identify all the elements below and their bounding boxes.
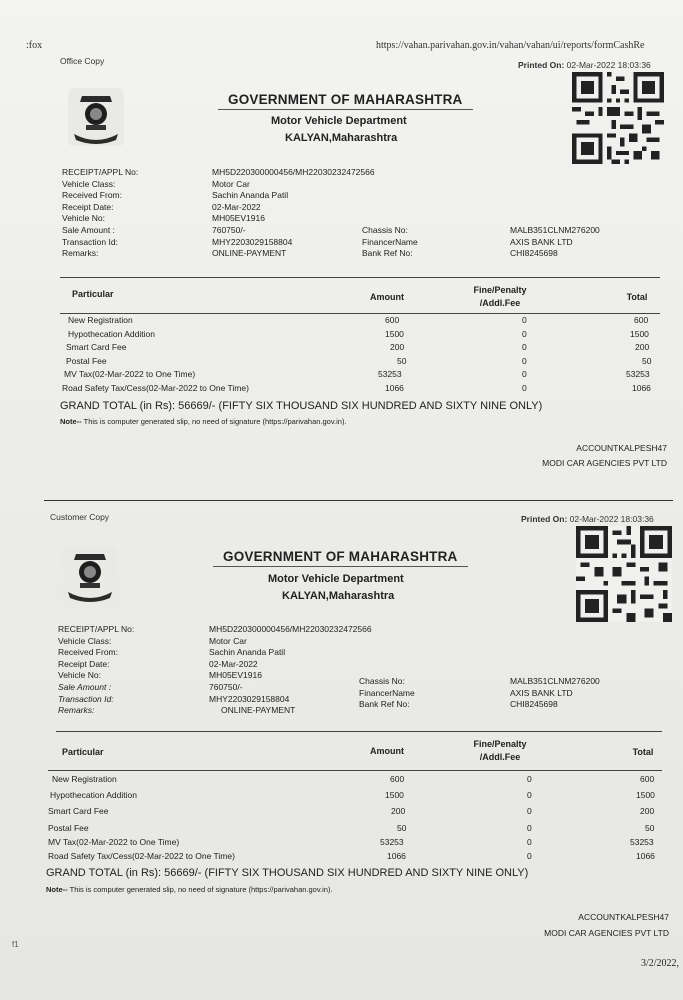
- table-row: Postal Fee 50 0 50: [48, 822, 655, 833]
- printed-on: Printed On: 02-Mar-2022 18:03:36: [521, 514, 654, 524]
- copy-label: Office Copy: [60, 56, 105, 66]
- state-emblem-icon: [68, 88, 124, 146]
- receipt-number: MH5D220300000456/MH22030232472566: [212, 167, 375, 177]
- divider: [56, 731, 662, 732]
- browser-left-text: :fox: [26, 40, 43, 51]
- receipt-number: MH5D220300000456/MH22030232472566: [209, 624, 372, 634]
- receipt-details: RECEIPT/APPL No: MH5D220300000456/MH22030232472566 Vehicle Class: Motor Car Received From: Sachin Ananda Patil Receipt Date: 02-Mar-2022 Vehicle No: MH05EV1916 Sale Amount : 760750/- Transaction Id: MHY2203029158804 Remarks: ONLINE-PAYMENT: [62, 167, 375, 259]
- copy-divider: [44, 500, 673, 501]
- copy-label: Customer Copy: [50, 512, 110, 522]
- table-row: Road Safety Tax/Cess(02-Mar-2022 to One Time) 1066 0 1066: [48, 850, 655, 861]
- fee-table: [0, 774, 683, 865]
- table-row: New Registration 600 0 600: [52, 774, 655, 784]
- table-row: New Registration 600 0 600: [68, 315, 649, 325]
- note-text: Note-- This is computer generated slip, no need of signature (https://parivahan.gov.in).: [46, 885, 333, 894]
- divider: [48, 770, 662, 771]
- signature-agency: MODI CAR AGENCIES PVT LTD: [544, 928, 669, 938]
- col-particular: Particular: [72, 289, 114, 299]
- receipt-details: RECEIPT/APPL No: MH5D220300000456/MH22030232472566 Vehicle Class: Motor Car Received From: Sachin Ananda Patil Receipt Date: 02-Mar-2022 Vehicle No: MH05EV1916 Sale Amount : 760750/- Transaction Id: MHY2203029158804 Remarks: ONLINE-PAYMENT: [58, 624, 372, 716]
- table-row: Road Safety Tax/Cess(02-Mar-2022 to One Time) 1066 0 1066: [62, 382, 651, 393]
- signature-agency: MODI CAR AGENCIES PVT LTD: [542, 458, 667, 468]
- table-row: Smart Card Fee 200 0 200: [48, 806, 655, 817]
- col-fine: Fine/Penalty /Addl.Fee: [473, 739, 527, 762]
- note-text: Note-- This is computer generated slip, no need of signature (https://parivahan.gov.in).: [60, 417, 347, 426]
- state-emblem-icon: [62, 546, 118, 604]
- office-location: KALYAN,Maharashtra: [282, 590, 395, 602]
- grand-total: GRAND TOTAL (in Rs): 56669/- (FIFTY SIX THOUSAND SIX HUNDRED AND SIXTY NINE ONLY): [46, 867, 529, 879]
- table-row: Smart Card Fee 200 0 200: [66, 342, 650, 353]
- office-location: KALYAN,Maharashtra: [285, 132, 398, 144]
- table-row: Hypothecation Addition 1500 0 1500: [50, 790, 655, 801]
- vehicle-finance-details: Chassis No: MALB351CLNM276200 FinancerName AXIS BANK LTD Bank Ref No: CHI8245698: [362, 225, 600, 259]
- qr-code-icon: [572, 72, 664, 164]
- table-row: MV Tax(02-Mar-2022 to One Time) 53253 0 53253: [48, 836, 654, 847]
- col-fine: Fine/Penalty /Addl.Fee: [473, 285, 527, 308]
- divider: [60, 277, 660, 278]
- divider: [60, 313, 660, 314]
- table-row: Hypothecation Addition 1500 0 1500: [68, 328, 649, 339]
- government-title: GOVERNMENT OF MAHARASHTRA: [228, 92, 463, 107]
- signature-account: ACCOUNTKALPESH47: [578, 912, 669, 922]
- signature-account: ACCOUNTKALPESH47: [576, 443, 667, 453]
- page-mark: f1: [12, 940, 19, 949]
- vehicle-finance-details: Chassis No: MALB351CLNM276200 FinancerName AXIS BANK LTD Bank Ref No: CHI8245698: [359, 676, 600, 710]
- qr-code-icon: [576, 526, 672, 622]
- grand-total: GRAND TOTAL (in Rs): 56669/- (FIFTY SIX THOUSAND SIX HUNDRED AND SIXTY NINE ONLY): [60, 400, 543, 412]
- footer-date: 3/2/2022,: [640, 958, 679, 969]
- table-row: Postal Fee 50 0 50: [66, 355, 652, 366]
- fee-table: [0, 315, 683, 397]
- department-name: Motor Vehicle Department: [268, 573, 404, 585]
- government-title: GOVERNMENT OF MAHARASHTRA: [223, 549, 458, 564]
- col-particular: Particular: [62, 747, 104, 757]
- col-amount: Amount: [370, 746, 404, 756]
- page-url: https://vahan.parivahan.gov.in/vahan/vahan/ui/reports/formCashRe: [376, 40, 645, 51]
- printed-on: Printed On: 02-Mar-2022 18:03:36: [518, 60, 651, 70]
- col-total: Total: [632, 747, 654, 757]
- department-name: Motor Vehicle Department: [271, 115, 407, 127]
- col-total: Total: [626, 292, 648, 302]
- col-amount: Amount: [370, 292, 404, 302]
- table-row: MV Tax(02-Mar-2022 to One Time) 53253 0 53253: [64, 369, 650, 380]
